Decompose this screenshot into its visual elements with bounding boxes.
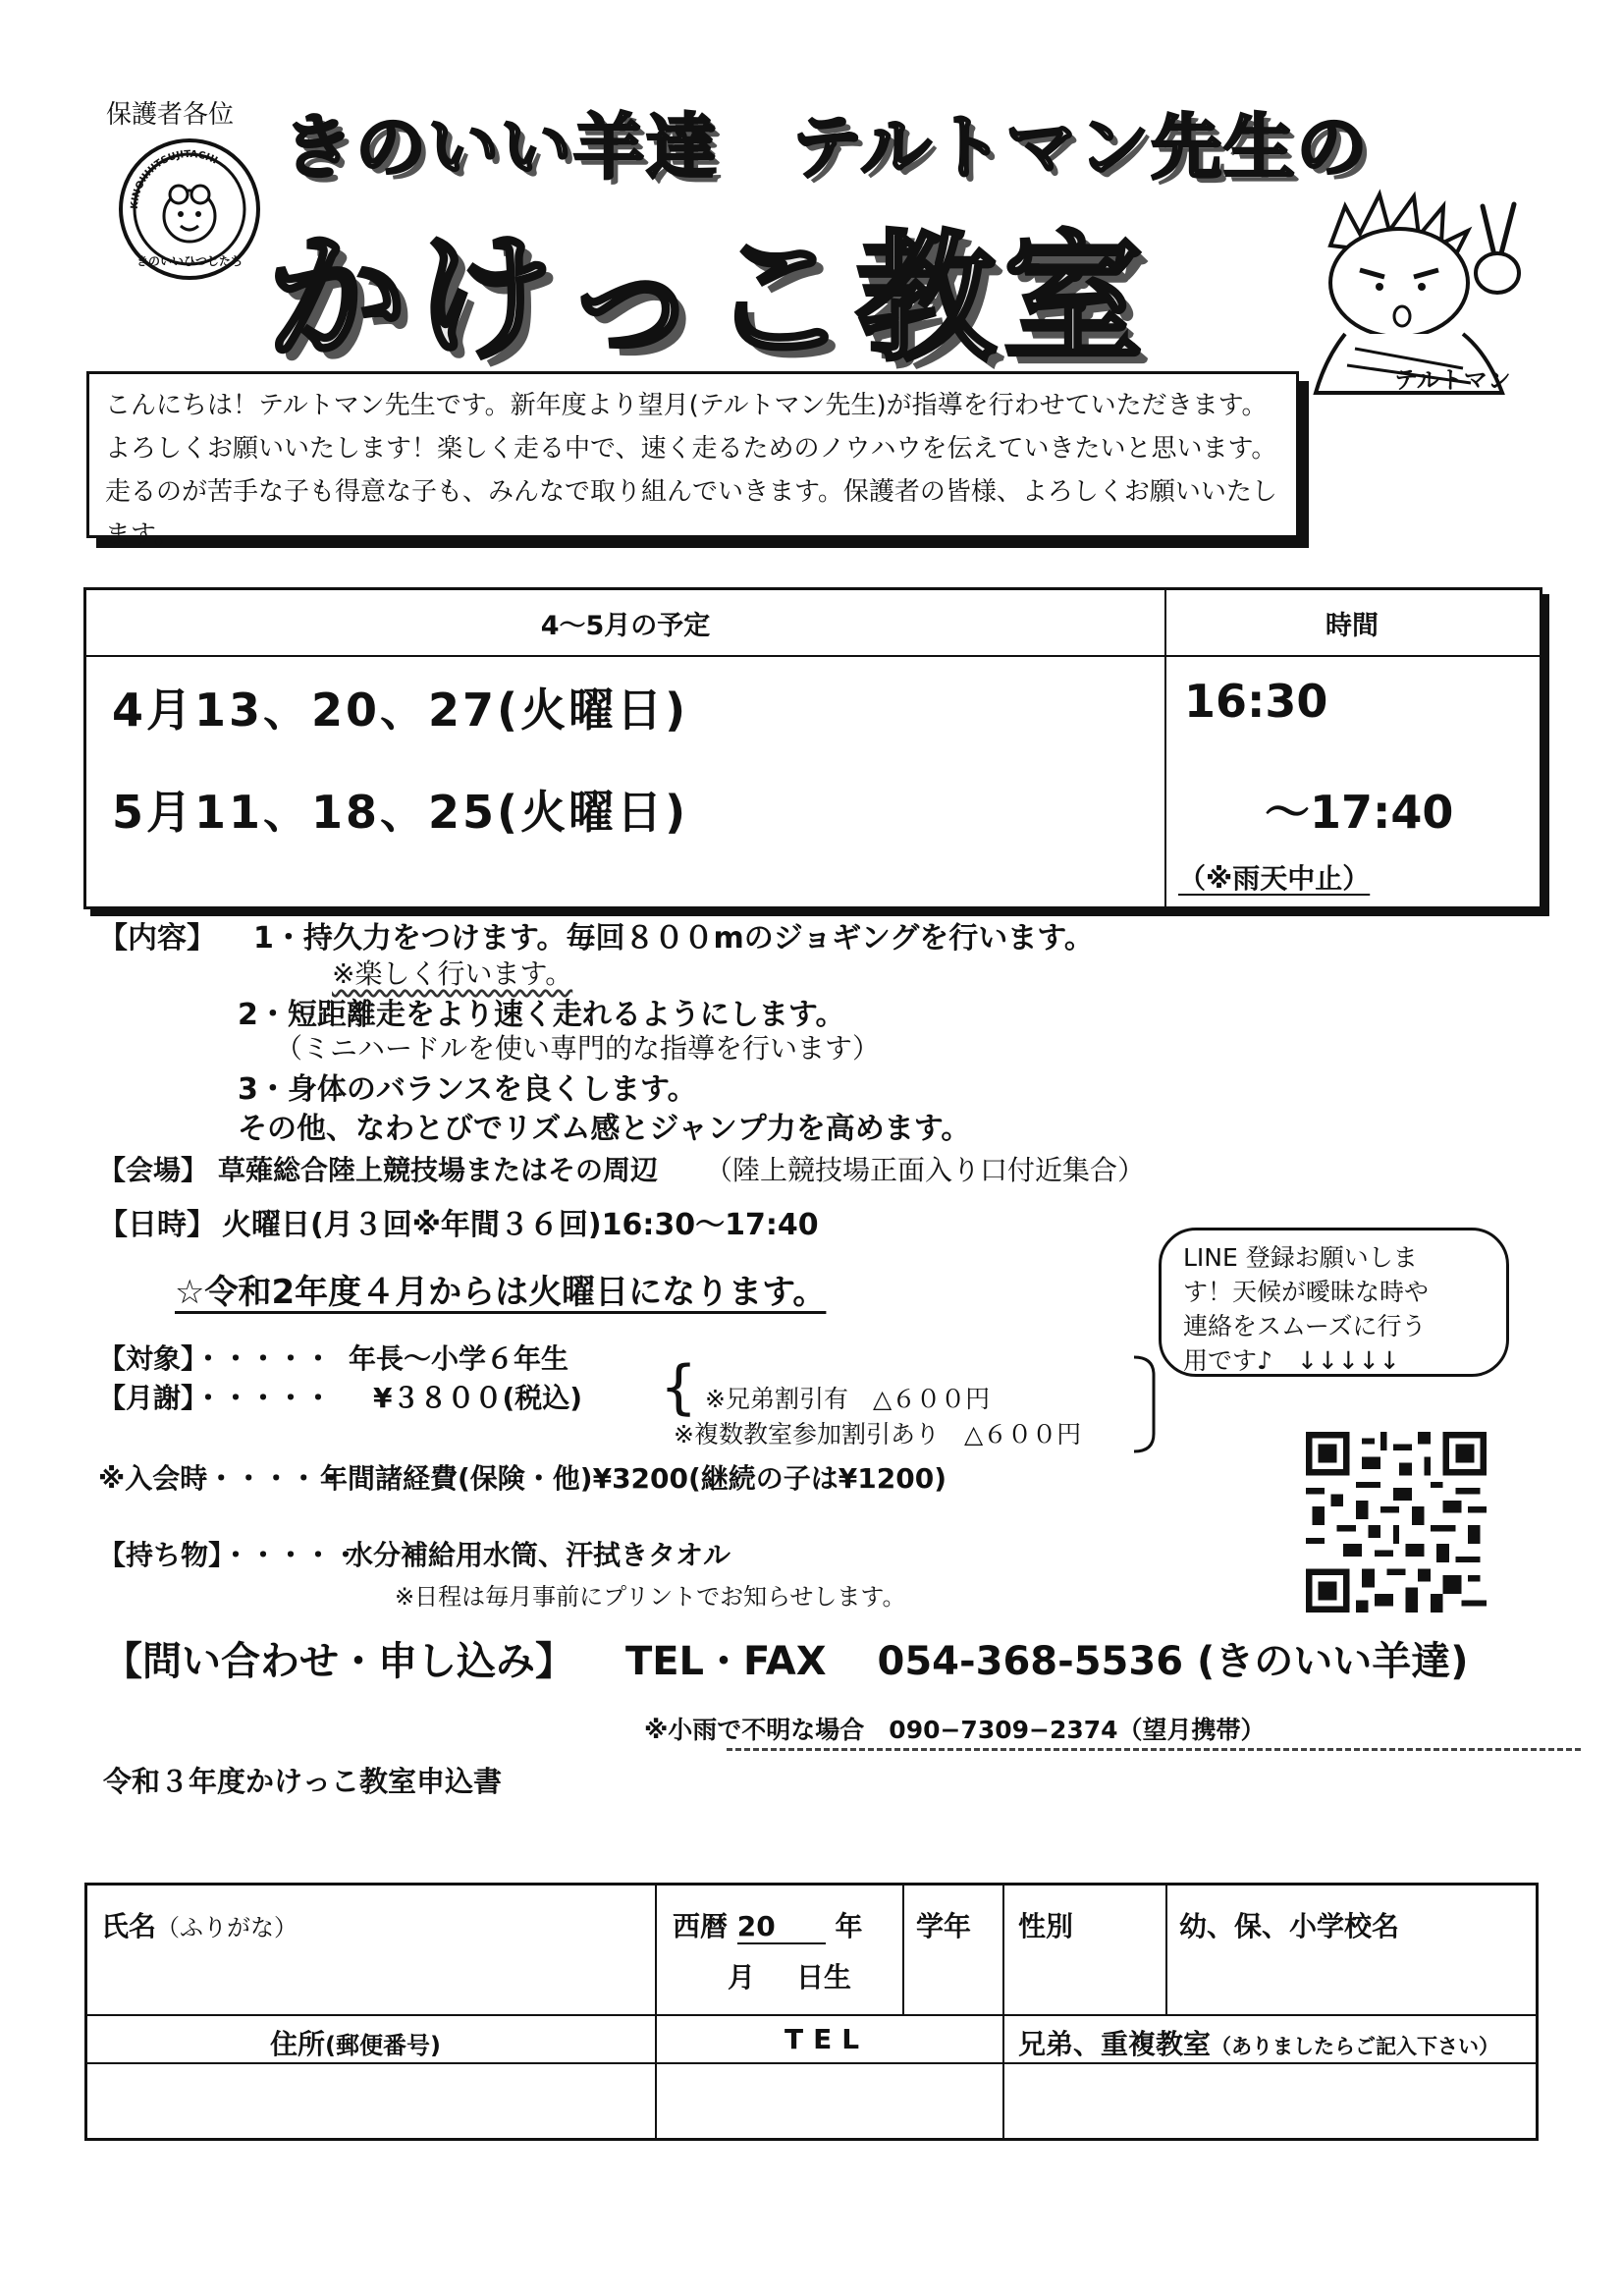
schedule-header-plan: 4～5月の予定 [86, 590, 1164, 657]
content-item2-note: （ミニハードルを使い専門的な指導を行います） [275, 1032, 881, 1065]
contact-label: 【問い合わせ・申し込み】 [103, 1639, 574, 1684]
line-text-4: 用です♪ ↓↓↓↓↓ [1183, 1346, 1400, 1375]
line-qr-code[interactable] [1306, 1432, 1487, 1613]
time-start: 16:30 [1184, 675, 1328, 728]
line-register-box [1159, 1228, 1509, 1377]
form-gender-input[interactable] [1004, 1954, 1163, 2013]
venue-detail: （陸上競技場正面入り口付近集合） [705, 1154, 1146, 1186]
intro-box [86, 371, 1299, 550]
notice-tuesday: ☆令和2年度４月からは火曜日になります。 [175, 1273, 827, 1312]
form-address-text: 住所 [270, 2028, 326, 2060]
form-row-divider-1 [87, 2014, 1536, 2016]
schedule-table [83, 587, 1542, 909]
form-gender-label: 性別 [1018, 1910, 1074, 1942]
form-address-hint: (郵便番号) [325, 2032, 441, 2059]
line-text-2: す！天候が曖昧な時や [1183, 1278, 1430, 1306]
schedule-may: 5月11、18、25(火曜日) [112, 786, 689, 839]
form-school-input[interactable] [1167, 1954, 1534, 2013]
fee-brace: { [660, 1353, 698, 1422]
form-birth-year: 年 [835, 1910, 863, 1942]
fee-discount1: ※兄弟割引有 △６００円 [705, 1385, 991, 1413]
application-form [84, 1883, 1539, 2141]
form-birth-year-row [673, 1905, 863, 1944]
form-birth-year-input[interactable]: 20 [737, 1910, 826, 1944]
admission-label: ※入会時・・・・・ [98, 1462, 346, 1495]
discount-bracket [1129, 1355, 1178, 1453]
form-siblings-label [1018, 2023, 1499, 2062]
content-item4: その他、なわとびでリズム感とジャンプ力を高めます。 [238, 1112, 971, 1146]
rain-note: （※雨天中止） [1178, 862, 1371, 895]
fee-label: 【月謝】・・・・・ [98, 1382, 333, 1414]
fee-discount2: ※複数教室参加割引あり △６００円 [674, 1420, 1082, 1449]
line-text-1: LINE 登録お願いしま [1183, 1243, 1418, 1272]
time-end: ～17:40 [1265, 786, 1454, 839]
line-text-3: 連絡をスムーズに行う [1183, 1312, 1427, 1340]
belongings-label: 【持ち物】・・・・・ [98, 1539, 360, 1571]
title-line1: きのいい羊達 テルトマン先生の [283, 106, 1370, 189]
content-item1-note: ※楽しく行います。 [332, 957, 573, 990]
form-birth-day[interactable]: 日生 [796, 1961, 852, 1994]
form-grade-input[interactable] [904, 1954, 1001, 2013]
form-tel-label: TEL [784, 2023, 870, 2055]
svg-text:きのいいひつじたち: きのいいひつじたち [135, 254, 243, 268]
form-siblings-hint: （ありましたらご記入下さい） [1211, 2035, 1500, 2058]
belongings-value: 水分補給用水筒、汗拭きタオル [346, 1539, 731, 1571]
form-siblings-text: 兄弟、重複教室 [1018, 2028, 1212, 2060]
form-grade-label: 学年 [916, 1910, 972, 1942]
form-tel-input[interactable] [657, 2064, 1001, 2136]
intro-text: こんにちは！テルトマン先生です。新年度より望月(テルトマン先生)が指導を行わせていただきます。よろしくお願いいたします！楽しく走る中で、速く走るためのノウハウを伝えていきたいと思います。走るのが苦手な子も得意な子も、みんなで取り組んでいきます。保護者の皆様、よろしくお願いいたします。 [105, 391, 1277, 550]
venue-label: 【会場】 [98, 1154, 209, 1186]
datetime-label: 【日時】 [98, 1208, 216, 1242]
venue-value: 草薙総合陸上競技場またはその周辺 [218, 1154, 659, 1186]
mascot-illustration [1286, 187, 1561, 403]
addressee: 保護者各位 [106, 100, 235, 130]
content-label: 【内容】 [98, 921, 216, 956]
svg-text:KINOIIHITSUJITACHI: KINOIIHITSUJITACHI [129, 148, 220, 210]
form-name-text: 氏名 [101, 1910, 157, 1942]
content-item3: 3・身体のバランスを良くします。 [238, 1072, 697, 1107]
schedule-april: 4月13、20、27(火曜日) [112, 683, 689, 737]
form-siblings-input[interactable] [1004, 2064, 1534, 2136]
target-value: 年長～小学６年生 [349, 1342, 569, 1375]
contact-number[interactable]: 054-368-5536 [877, 1639, 1184, 1684]
content-item1: 1・持久力をつけます。毎回８００mのジョギングを行います。 [253, 921, 1094, 956]
form-birth-label: 西暦 [673, 1910, 729, 1942]
content-item2: 2・短距離走をより速く走れるようにします。 [238, 998, 845, 1032]
belongings-note: ※日程は毎月事前にプリントでお知らせします。 [395, 1583, 906, 1611]
schedule-divider [1164, 590, 1166, 906]
form-birth-month[interactable]: 月 [728, 1961, 756, 1994]
form-name-input[interactable] [87, 1954, 653, 2013]
contact-name: (きのいい羊達) [1196, 1639, 1469, 1684]
form-name-hint: （ふりがな） [156, 1914, 298, 1941]
title-main: かけっこ教室 [267, 218, 1151, 380]
form-address-input[interactable] [87, 2064, 653, 2136]
form-title: 令和３年度かけっこ教室申込書 [103, 1765, 503, 1798]
target-label: 【対象】・・・・・ [98, 1342, 333, 1375]
form-name-label [101, 1905, 298, 1944]
fee-value: ¥３８００(税込) [373, 1382, 583, 1414]
contact-mobile: ※小雨で不明な場合 090−7309−2374（望月携帯） [644, 1716, 1266, 1744]
mascot-label: テルトマン [1394, 366, 1511, 394]
contact-tel-label: TEL・FAX [624, 1639, 827, 1684]
form-address-label [270, 2023, 441, 2062]
contact-line [103, 1630, 1469, 1686]
datetime-value: 火曜日(月３回※年間３６回)16:30～17:40 [222, 1208, 819, 1242]
admission-value: 年間諸経費(保険・他)¥3200(継続の子は¥1200) [320, 1462, 947, 1495]
school-logo [116, 136, 263, 283]
schedule-header-time: 時間 [1164, 590, 1540, 657]
cut-line [727, 1748, 1581, 1751]
form-school-label: 幼、保、小学校名 [1179, 1910, 1400, 1942]
